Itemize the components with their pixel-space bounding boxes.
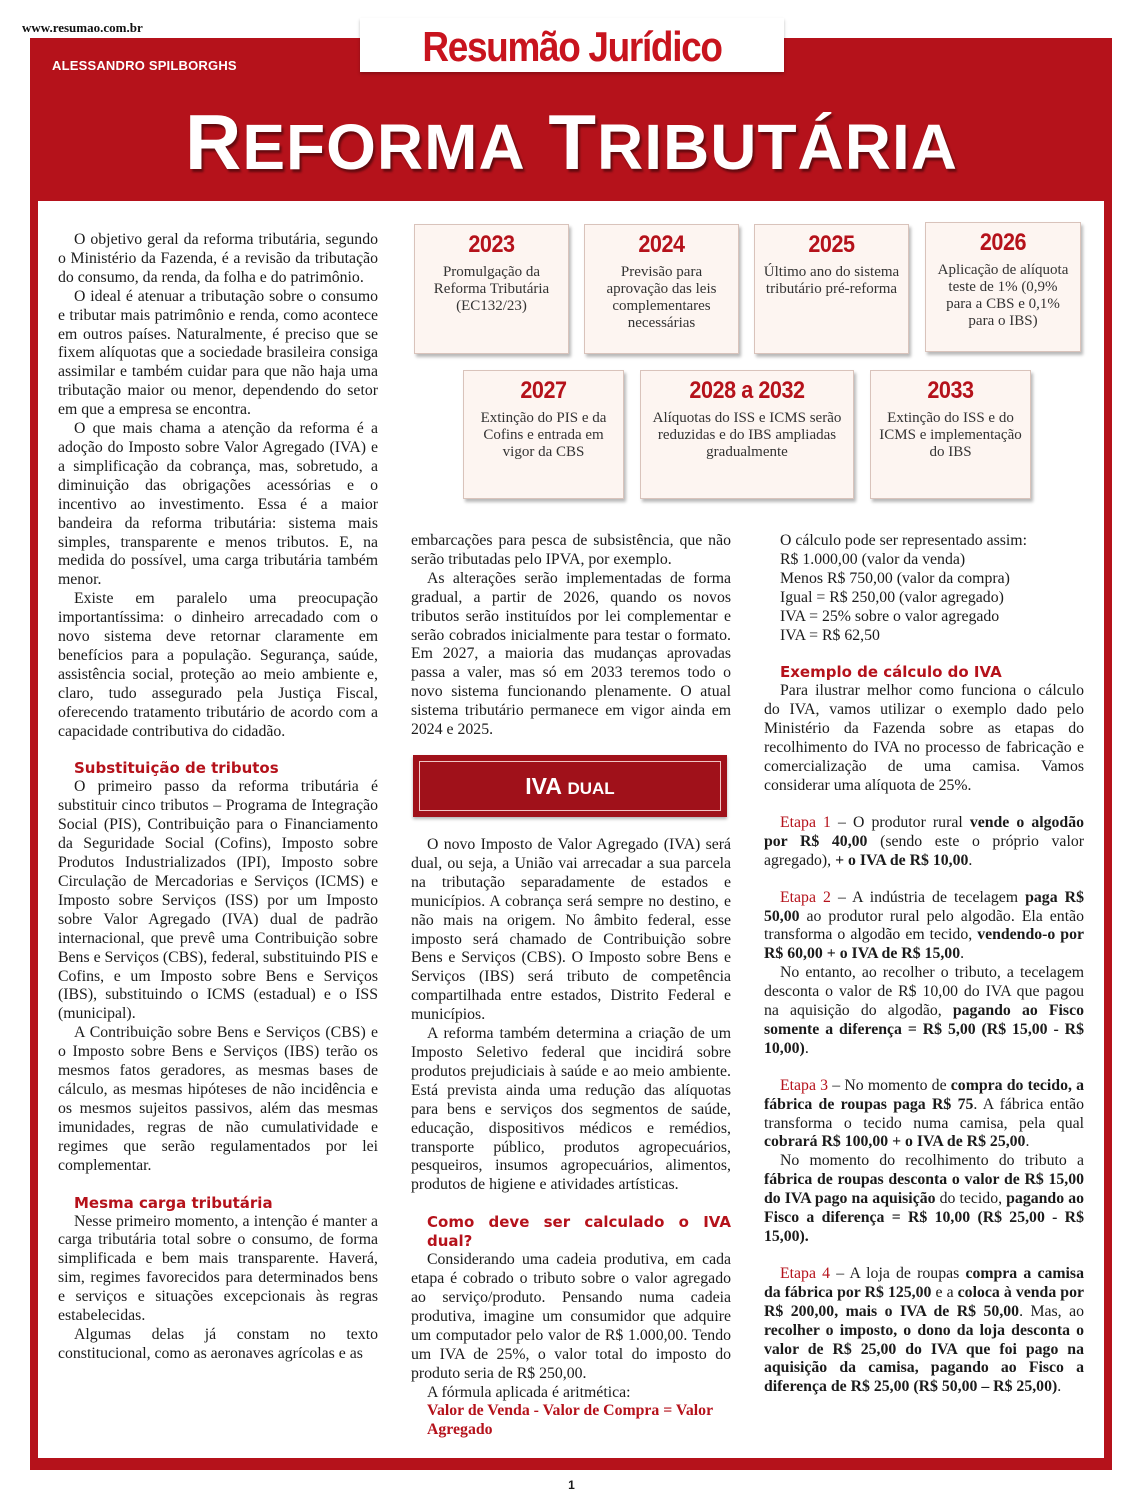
text: – A indústria de tecelagem	[830, 888, 1026, 906]
text: .	[1057, 1378, 1062, 1396]
paragraph: O objetivo geral da reforma tributária, segundo o Ministério da Fazenda, é a revisão da tributação do consumo, da renda, da folha e do patrimônio.	[58, 231, 378, 286]
text: No entanto, ao recolher o tributo, a tecelagem desconta o valor de R$ 10,00 do IVA que pagou na aquisição do algodão,	[764, 964, 1084, 1020]
text: (sendo este o próprio valor agregado),	[764, 832, 1084, 869]
step-label: Etapa 3	[780, 1076, 829, 1094]
page-number: 1	[568, 1478, 575, 1492]
brand-name: Resumão Jurídico	[422, 23, 722, 70]
text-bold: vende o algodão por R$ 40,00	[764, 813, 1085, 850]
text: – O produtor rural	[830, 813, 970, 831]
step-label: Etapa 1	[780, 813, 831, 831]
paragraph: O novo Imposto de Valor Agregado (IVA) será dual, ou seja, a União vai arrecadar a sua parcela na tributação separadamente de estados e municípios. A cobrança será sempre no destino, e não mais na origem. No âmbito federal, esse imposto será chamado de Contribuição sobre Bens e Serviços (CBS). O Imposto sobre Bens e Serviços (IBS) será tributo de competência compartilhada entre estados, Distrito Federal e municípios.	[411, 836, 731, 1024]
text: .	[960, 945, 965, 963]
text-bold: recolher o imposto, o dono da loja desconta o valor de R$ 25,00 do IVA que foi pago na aquisição da camisa, pagando ao Fisco a diferença de R$ 25,00 (R$ 50,00 – R$ 25,00)	[764, 1321, 1084, 1396]
timeline-box-2023	[414, 224, 569, 354]
paragraph: Para ilustrar melhor como funciona o cálculo do IVA, vamos utilizar o exemplo dado pelo Ministério da Fazenda sobre as etapas do recolhimento do IVA no processo de fabricação e comercialização de uma camisa. Vamos considerar uma alíquota de 25%.	[764, 682, 1084, 794]
timeline-text: Extinção do ISS e do ICMS e implementação do IBS	[879, 410, 1022, 460]
text-bold: compra a camisa da fábrica por R$ 125,00	[764, 1264, 1084, 1301]
paragraph: Existe em paralelo uma preocupação importantíssima: o dinheiro arrecadado com o novo sistema deve retornar claramente em benefícios para a população. Segurança, saúde, assistência social, proteção ao meio ambiente e, claro, tudo assegurado pela Justiça Fiscal, oferecendo tratamento tributário de acordo com a capacidade contributiva do cidadão.	[58, 590, 378, 740]
paragraph: O que mais chama a atenção da reforma é a adoção do Imposto sobre Valor Agregado (IVA) e a simplificação da cobrança, mas, sobretudo, a diminuição das obrigações acessórias e o incentivo ao investimento. Essa é a maior bandeira da reforma tributária: sistema mais simples, transparente e menos tributos. E, na medida do possível, uma carga tributária também menor.	[58, 420, 378, 589]
paragraph: A Contribuição sobre Bens e Serviços (CBS) e o Imposto sobre Bens e Serviços (IBS) terão os mesmos fatos geradores, as mesmas bases de cálculo, as mesmas hipóteses de não incidência e os mesmos sujeitos passivos, além das mesmas imunidades, regras de não cumulatividade e regimes que serão regulamentados por lei complementar.	[58, 1024, 378, 1174]
step-2	[764, 889, 1084, 965]
timeline-year: 2024	[638, 231, 685, 258]
brand-logo	[360, 18, 784, 72]
step-4	[764, 1265, 1084, 1397]
text: No momento do recolhimento do tributo a	[780, 1152, 1084, 1170]
title-initial-r: R	[185, 98, 243, 186]
text-bold: cobrará R$ 100,00 + o IVA de R$ 25,00	[764, 1133, 1026, 1151]
title-rest-ributaria: RIBUTÁRIA	[597, 111, 958, 183]
author-name: ALESSANDRO SPILBORGHS	[52, 58, 237, 73]
timeline-text: Extinção do PIS e da Cofins e entrada em vigor da CBS	[480, 410, 607, 460]
paragraph: Nesse primeiro momento, a intenção é manter a carga tributária total sobre o consumo, de forma simplificada e bem mais transparente. Haverá, sim, regimes favorecidos para determinados bens e serviços e situações excepcionais às regras estabelecidas.	[58, 1212, 378, 1325]
text: – A loja de roupas	[830, 1264, 966, 1282]
text-bold: pagando ao Fisco a diferença = R$ 10,00 (R$ 25,00 - R$ 15,00).	[764, 1190, 1084, 1245]
iva-dual-label	[419, 761, 721, 811]
site-url: www.resumao.com.br	[22, 20, 143, 35]
timeline-text: Previsão para aprovação das leis complementares necessárias	[606, 264, 717, 331]
timeline-box-2025	[754, 224, 909, 354]
paragraph: O primeiro passo da reforma tributária é substituir cinco tributos – Programa de Integração Social (PIS), Contribuição para o Financiamento da Seguridade Social (Cofins), Imposto sobre Produtos Industrializados (IPI), Imposto sobre Circulação de Mercadorias e Serviços (ICMS) e Imposto sobre Serviços (ISS) por um Imposto sobre Valor Agregado (IVA) dual de padrão internacional, que prevê uma Contribuição sobre Bens e Serviços (CBS), federal, substituindo PIS e Cofins, e um Imposto sobre Bens e Serviços (IBS), substituindo o ICMS (estadual) e o ISS (municipal).	[58, 778, 378, 1023]
step-1	[764, 814, 1084, 871]
text-bold: paga R$ 50,00	[764, 888, 1084, 925]
iva-label-big: IVA	[525, 773, 562, 799]
text: ao produtor rural pelo algodão. Ela então transforma o algodão em tecido,	[764, 907, 1084, 944]
paragraph: Algumas delas já constam no texto constitucional, como as aeronaves agrícolas e as	[58, 1325, 378, 1362]
calc-line: IVA = R$ 62,50	[780, 626, 880, 644]
iva-dual-banner	[411, 752, 731, 822]
column-right	[764, 532, 1084, 1397]
step-label: Etapa 2	[780, 888, 831, 906]
section-heading-exemplo: Exemplo de cálculo do IVA	[780, 663, 1002, 682]
timeline-box-2028-2032	[640, 370, 854, 499]
iva-dual-bar	[413, 755, 727, 817]
column-left	[58, 231, 378, 1364]
text: .	[1025, 1133, 1030, 1151]
paragraph	[764, 964, 1084, 1059]
calc-line: Menos R$ 750,00 (valor da compra)	[780, 569, 1010, 587]
timeline-text: Aplicação de alíquota teste de 1% (0,9% para a CBS e 0,1% para o IBS)	[937, 262, 1069, 329]
column-middle	[411, 532, 731, 740]
text-bold: + o IVA de R$ 10,00	[835, 851, 969, 869]
text: . A fábrica então transforma o tecido numa camisa, pela qual	[764, 1095, 1085, 1132]
paragraph: Considerando uma cadeia produtiva, em cada etapa é cobrado o tributo sobre o valor agregado ao serviço/produto. Pensando numa cadeia produtiva, imagine um consumidor que adquire um computador pelo valor de R$ 1.000,00. Tendo um IVA de 25%, o valor total do imposto do produto seria de R$ 250,00.	[411, 1251, 731, 1382]
text: .	[968, 851, 973, 869]
timeline-text: Último ano do sistema tributário pré-reforma	[763, 264, 900, 297]
timeline-text: Alíquotas do ISS e ICMS serão reduzidas e do IBS ampliadas gradualmente	[652, 410, 842, 460]
title-initial-t: T	[548, 98, 597, 186]
iva-label-small: DUAL	[567, 779, 615, 798]
section-heading-calculo: Como deve ser calculado o IVA dual?	[427, 1213, 731, 1251]
page-title	[0, 92, 1143, 197]
paragraph: As alterações serão implementadas de forma gradual, a partir de 2026, quando os novos tributos serão instituídos por lei complementar e serão cobrados inicialmente para testar o formato. Em 2027, a maioria das mudanças aprovadas passa a valer, mas só em 2033 teremos todo o novo sistema funcionando plenamente. O atual sistema tributário permanece em vigor ainda em 2024 e 2025.	[411, 569, 731, 739]
paragraph	[764, 1152, 1084, 1247]
timeline-year: 2023	[468, 231, 515, 258]
text-bold: pagando ao Fisco somente a diferença = R$ 5,00 (R$ 15,00 - R$ 10,00)	[764, 1002, 1084, 1057]
timeline-year: 2033	[927, 377, 974, 404]
paragraph: A fórmula aplicada é aritmética:	[427, 1383, 631, 1401]
text: do tecido,	[935, 1190, 1007, 1208]
column-middle-lower	[411, 836, 731, 1440]
paragraph: O ideal é atenuar a tributação sobre o consumo e tributar mais patrimônio e renda, como acontece em outros países. Naturalmente, é preciso que se fixem alíquotas que a sociedade brasileira consiga assimilar e também cuidar para que não haja uma tributação maior ou menor, dependendo do setor em que a empresa se encontra.	[58, 287, 378, 419]
title-rest-eforma: EFORMA	[242, 111, 526, 183]
timeline-year: 2026	[979, 229, 1027, 256]
timeline-year: 2027	[520, 377, 567, 404]
timeline-year: 2028 a 2032	[689, 377, 805, 404]
text-bold: coloca à venda por R$ 200,00, mais o IVA de R$ 50,00	[764, 1283, 1084, 1320]
section-heading-substituicao: Substituição de tributos	[74, 759, 279, 778]
text-bold: vendendo-o por R$ 60,00 + o IVA de R$ 15,00	[764, 926, 1085, 963]
calc-line: Igual = R$ 250,00 (valor agregado)	[780, 588, 1004, 606]
formula: Valor de Venda - Valor de Compra = Valor Agregado	[427, 1402, 713, 1439]
timeline-box-2024	[584, 224, 739, 354]
text-bold: compra do tecido, a fábrica de roupas paga R$ 75	[764, 1076, 1084, 1113]
paragraph: embarcações para pesca de subsistência, que não serão tributadas pelo IPVA, por exemplo.	[411, 532, 731, 568]
timeline-text: Promulgação da Reforma Tributária (EC132/23)	[433, 264, 550, 314]
calc-intro: O cálculo pode ser representado assim:	[780, 532, 1027, 549]
text: – No momento de	[828, 1076, 951, 1094]
calc-line: IVA = 25% sobre o valor agregado	[780, 607, 1000, 625]
text: .	[804, 1039, 809, 1057]
section-heading-mesma-carga: Mesma carga tributária	[74, 1193, 273, 1212]
timeline-box-2027	[463, 370, 624, 499]
step-3	[764, 1077, 1084, 1153]
timeline-box-2026	[925, 222, 1081, 352]
text: e a	[931, 1283, 958, 1301]
text: . Mas, ao	[1019, 1302, 1084, 1320]
timeline-box-2033	[870, 370, 1031, 499]
step-label: Etapa 4	[780, 1264, 831, 1282]
calc-line: R$ 1.000,00 (valor da venda)	[780, 550, 966, 568]
timeline-year: 2025	[808, 231, 855, 258]
paragraph: A reforma também determina a criação de um Imposto Seletivo federal que incidirá sobre produtos prejudiciais à saúde e ao meio ambiente. Está prevista ainda uma redução das alíquotas para bens e serviços dos segmentos de saúde, educação, dispositivos médicos e remédios, transporte público, produtos agropecuários, pesqueiros, insumos agropecuários, alimentos, produtos de higiene e atividades artísticas.	[411, 1025, 731, 1194]
text-bold: fábrica de roupas desconta o valor de R$ 15,00 do IVA pago na aquisição	[764, 1171, 1084, 1208]
